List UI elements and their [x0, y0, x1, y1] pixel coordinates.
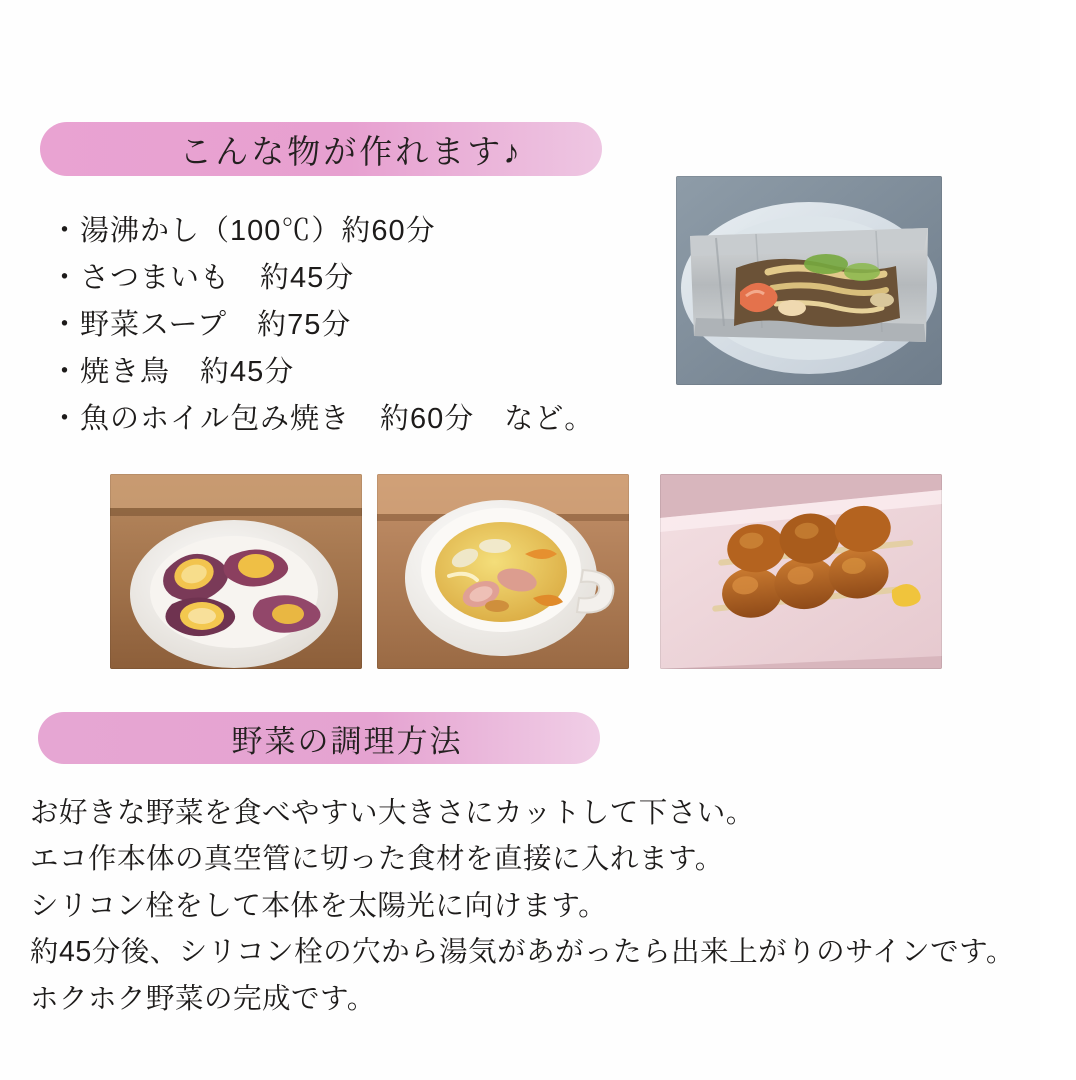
recipe-line: ホクホク野菜の完成です。: [30, 982, 376, 1015]
vegetable-soup-photo: [377, 474, 629, 669]
section-heading-vegetable-method: [38, 712, 600, 764]
section-heading-vegetable-method-label: 野菜の調理方法: [231, 723, 463, 759]
recipe-line: 約45分後、シリコン栓の穴から湯気があがったら出来上がりのサインです。: [30, 936, 1015, 969]
foil-wrapped-fish-photo: [676, 176, 942, 385]
vegetable-method-text: [30, 790, 1050, 1022]
list-item: ・魚のホイル包み焼き 約60分 など。: [50, 402, 595, 435]
recipe-line: お好きな野菜を食べやすい大きさにカットして下さい。: [30, 797, 755, 829]
section-heading-products-label: こんな物が作れます♪: [179, 132, 523, 170]
list-item: ・さつまいも 約45分: [50, 261, 355, 294]
sweet-potato-illustration: [110, 474, 362, 669]
foil-wrapped-fish-illustration: [676, 176, 942, 385]
page-right-margin: [1040, 0, 1076, 1080]
recipe-line: エコ作本体の真空管に切った食材を直接に入れます。: [30, 843, 724, 876]
cookable-items-list: [50, 208, 670, 443]
list-item: ・焼き鳥 約45分: [50, 355, 295, 388]
list-item: ・野菜スープ 約75分: [50, 308, 352, 341]
yakitori-illustration: [660, 474, 942, 669]
vegetable-soup-illustration: [377, 474, 629, 669]
list-item: ・湯沸かし（100℃）約60分: [50, 215, 436, 247]
sweet-potato-photo: [110, 474, 362, 669]
yakitori-photo: [660, 474, 942, 669]
recipe-line: シリコン栓をして本体を太陽光に向けます。: [30, 889, 608, 922]
section-heading-products: [40, 122, 602, 176]
